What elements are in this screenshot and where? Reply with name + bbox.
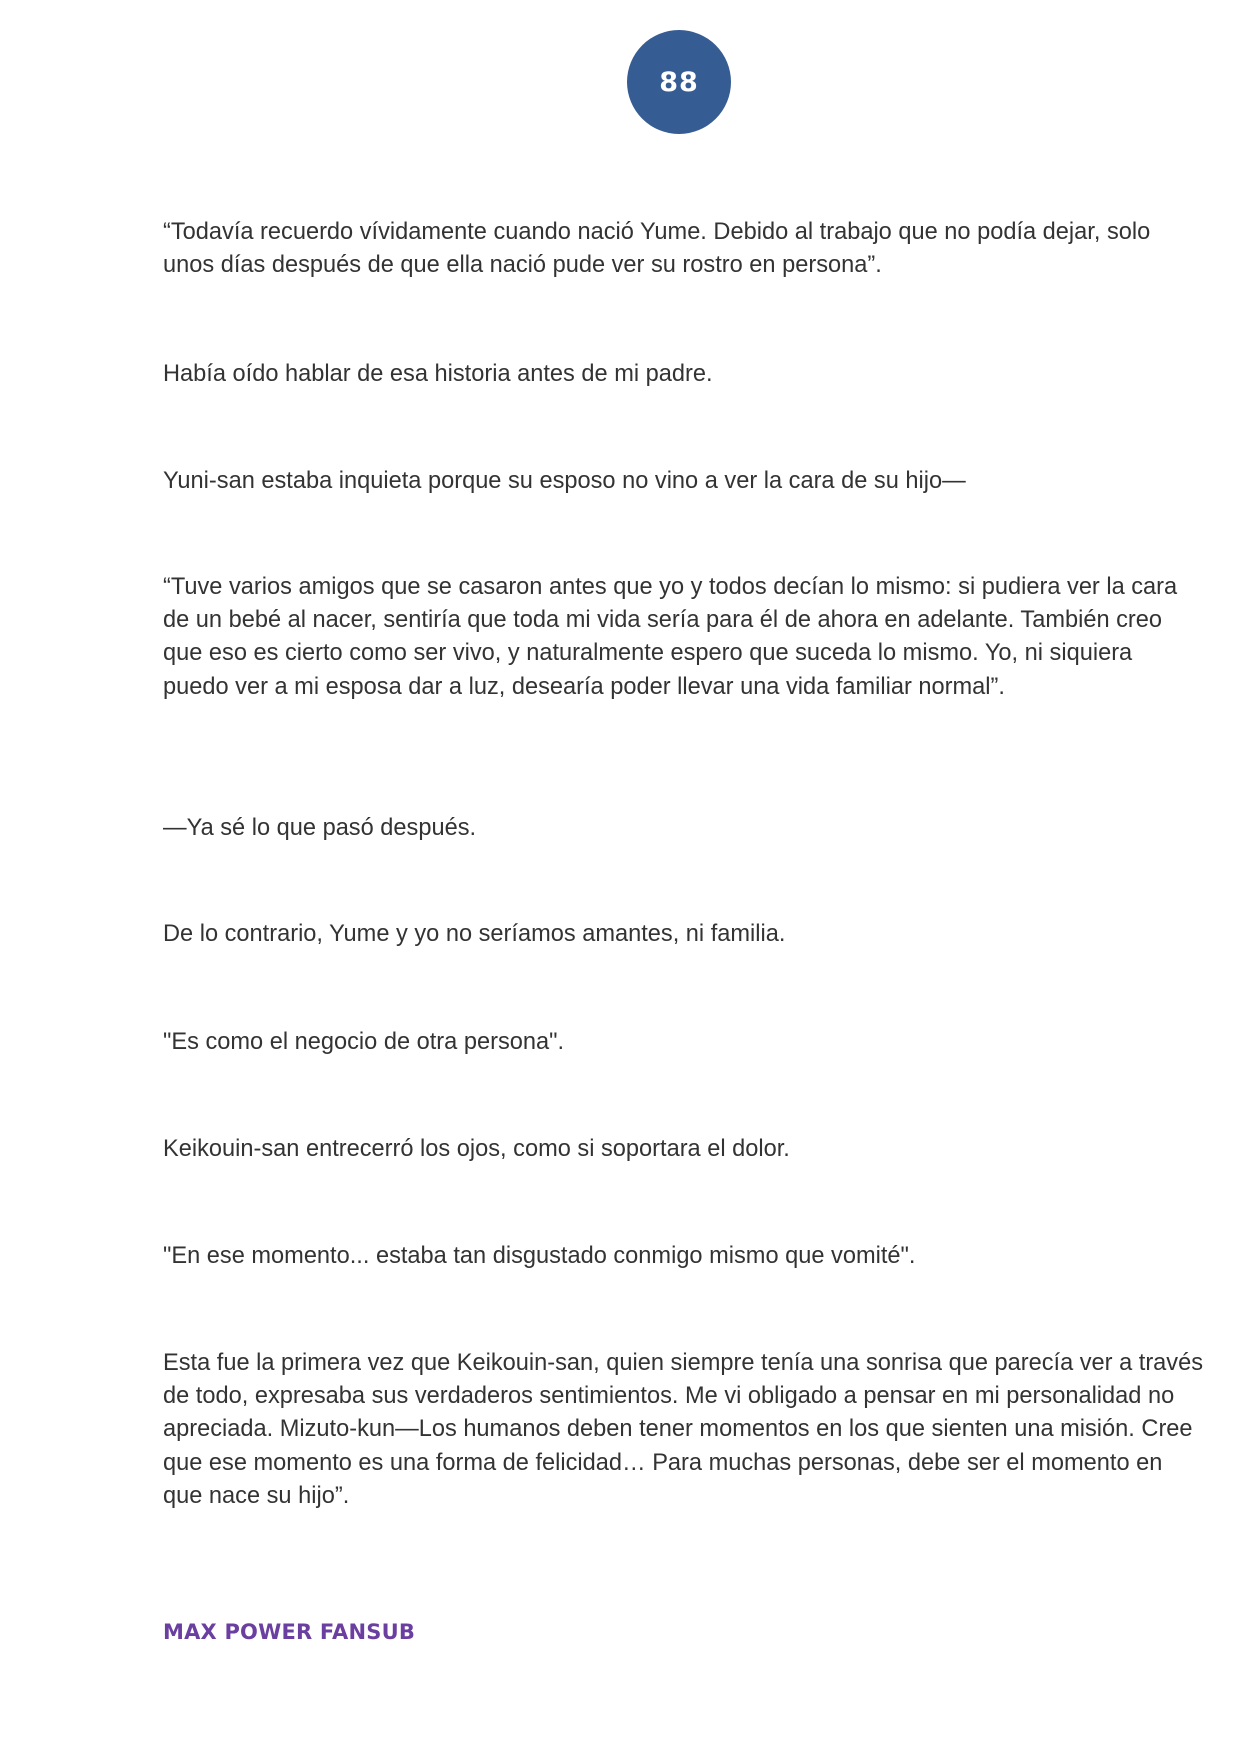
paragraph-6: De lo contrario, Yume y yo no seríamos amantes, ni familia. xyxy=(163,921,786,947)
paragraph-2: Había oído hablar de esa historia antes de mi padre. xyxy=(163,361,713,387)
paragraph-3: Yuni-san estaba inquieta porque su esposo no vino a ver la cara de su hijo— xyxy=(163,468,966,494)
paragraph-4: “Tuve varios amigos que se casaron antes que yo y todos decían lo mismo: si pudiera ver la cara de un bebé al nacer, sentiría que toda mi vida sería para él de ahora en adelante. También creo que eso es cierto como ser vivo, y naturalmente espero que suceda lo mismo. Yo, ni siquiera puedo ver a mi esposa dar a luz, desearía poder llevar una vida familiar normal”. xyxy=(163,574,1178,700)
page-number: 88 xyxy=(659,66,699,98)
paragraph-1: “Todavía recuerdo vívidamente cuando nació Yume. Debido al trabajo que no podía dejar, solo unos días después de que ella nació pude ver su rostro en persona”. xyxy=(163,219,1151,279)
paragraph-8: Keikouin-san entrecerró los ojos, como si soportara el dolor. xyxy=(163,1136,790,1162)
paragraph-7: "Es como el negocio de otra persona". xyxy=(163,1029,565,1055)
paragraph-10: Esta fue la primera vez que Keikouin-san, quien siempre tenía una sonrisa que parecía ver a través de todo, expresaba sus verdaderos sentimientos. Me vi obligado a pensar en mi personalidad no apreciada. Mizuto-kun—Los humanos deben tener momentos en los que sienten una misión. Cree que ese momento es una forma de felicidad… Para muchas personas, debe ser el momento en que nace su hijo”. xyxy=(163,1350,1204,1509)
paragraph-5: —Ya sé lo que pasó después. xyxy=(163,815,477,841)
paragraph-9: "En ese momento... estaba tan disgustado conmigo mismo que vomité". xyxy=(163,1243,916,1269)
page-number-badge xyxy=(627,30,731,134)
fansub-credit: MAX POWER FANSUB xyxy=(163,1620,416,1644)
